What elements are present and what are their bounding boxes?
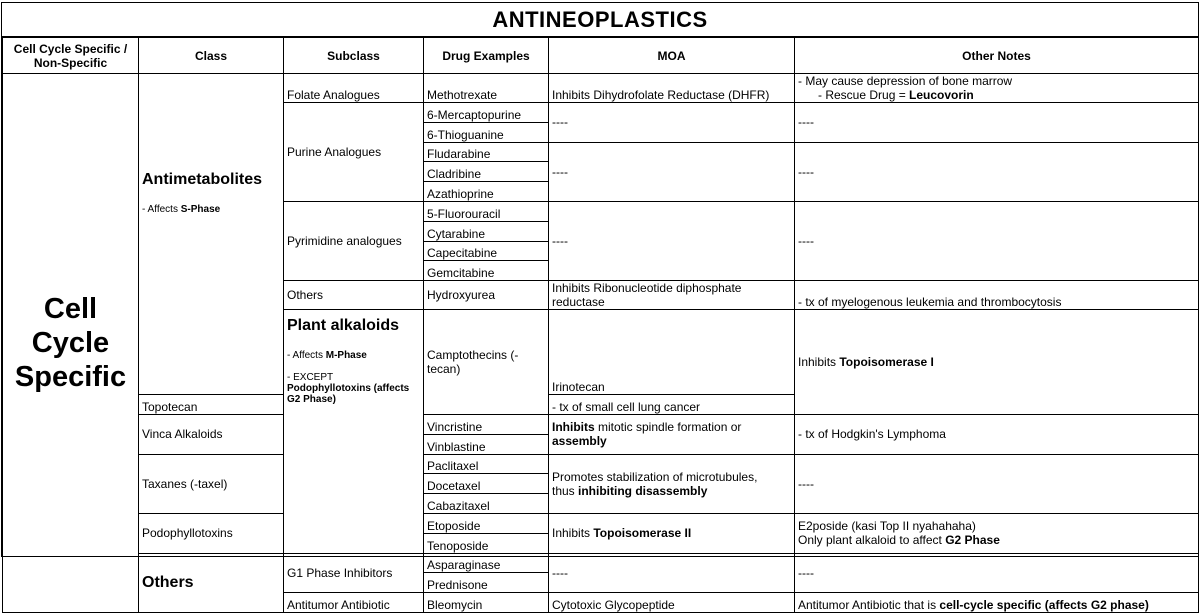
drug-cell: Cladribine xyxy=(424,162,549,182)
class-antimetabolites xyxy=(139,74,284,395)
class-others xyxy=(139,553,284,612)
subclass-g1: G1 Phase Inhibitors xyxy=(284,553,424,593)
subclass-others: Others xyxy=(284,281,424,310)
subclass-antitumor: Antitumor Antibiotic xyxy=(284,593,424,613)
moa-cell: Cytotoxic Glycopeptide xyxy=(549,593,795,613)
drug-cell: Topotecan xyxy=(139,395,284,415)
drug-cell: Bleomycin xyxy=(424,593,549,613)
header-moa: MOA xyxy=(549,38,795,74)
drug-cell: Capecitabine xyxy=(424,241,549,261)
header-row xyxy=(3,38,1199,74)
notes-cell: E2poside (kasi Top II nyahahaha) Only plant alkaloid to affect G2 Phase xyxy=(795,513,1199,553)
class-name: Plant alkaloids xyxy=(287,317,400,335)
drug-cell: Vincristine xyxy=(424,414,549,434)
subclass-taxanes: Taxanes (-taxel) xyxy=(139,454,284,513)
moa-cell: Promotes stabilization of microtubules, thus inhibiting disassembly xyxy=(549,454,795,513)
class-plant-alkaloids xyxy=(284,310,424,553)
subclass-podophyllotoxins: Podophyllotoxins xyxy=(139,513,284,553)
notes-cell: ---- xyxy=(795,553,1199,593)
subclass-camptothecins: Camptothecins (-tecan) xyxy=(424,310,549,415)
drug-cell: 6-Mercaptopurine xyxy=(424,103,549,123)
drug-cell: Tenoposide xyxy=(424,533,549,553)
table-row xyxy=(3,74,1199,103)
class-name: Antimetabolites xyxy=(142,171,263,188)
notes-cell: - tx of myelogenous leukemia and thrombocytosis xyxy=(795,281,1199,310)
drug-cell: 6-Thioguanine xyxy=(424,122,549,142)
moa-cell: Inhibits mitotic spindle formation or assembly xyxy=(549,414,795,454)
class-note: - Affects M-Phase xyxy=(287,350,367,362)
drug-cell: Cytarabine xyxy=(424,221,549,241)
class-note: - Affects S-Phase xyxy=(142,204,221,215)
notes-cell: ---- xyxy=(795,103,1199,143)
notes-cell: - tx of small cell lung cancer xyxy=(549,395,795,415)
moa-cell: Inhibits Ribonucleotide diphosphate reductase xyxy=(549,281,795,310)
subclass-folate: Folate Analogues xyxy=(284,74,424,103)
drug-cell: Irinotecan xyxy=(549,310,795,395)
subclass-pyrimidine: Pyrimidine analogues xyxy=(284,201,424,280)
header-subclass: Subclass xyxy=(284,38,424,74)
header-cycle: Cell Cycle Specific / Non-Specific xyxy=(3,38,139,74)
notes-cell: Antitumor Antibiotic that is cell-cycle specific (affects G2 phase) xyxy=(795,593,1199,613)
drug-table xyxy=(2,37,1199,613)
subclass-purine: Purine Analogues xyxy=(284,103,424,202)
class-note: - EXCEPT Podophyllotoxins (affects G2 Phase) xyxy=(287,372,410,406)
cycle-group-cell: Cell Cycle Specific xyxy=(3,74,139,613)
drug-cell: Etoposide xyxy=(424,513,549,533)
notes-cell: ---- xyxy=(795,142,1199,201)
header-drugs: Drug Examples xyxy=(424,38,549,74)
notes-cell: ---- xyxy=(795,201,1199,280)
drug-cell: Methotrexate xyxy=(424,74,549,103)
moa-cell: ---- xyxy=(549,103,795,143)
drug-cell: Docetaxel xyxy=(424,474,549,494)
notes-cell: - tx of Hodgkin's Lymphoma xyxy=(795,414,1199,454)
drug-cell: Vinblastine xyxy=(424,434,549,454)
notes-cell: ---- xyxy=(795,454,1199,513)
drug-cell: Azathioprine xyxy=(424,182,549,202)
class-name: Others xyxy=(142,573,194,591)
moa-cell: Inhibits Topoisomerase II xyxy=(549,513,795,553)
drug-cell: Prednisone xyxy=(424,573,549,593)
table-row xyxy=(3,553,1199,573)
header-class: Class xyxy=(139,38,284,74)
antineoplastics-sheet xyxy=(1,2,1199,612)
drug-cell: Hydroxyurea xyxy=(424,281,549,310)
moa-cell: ---- xyxy=(549,553,795,593)
drug-cell: Fludarabine xyxy=(424,142,549,162)
drug-cell: 5-Fluorouracil xyxy=(424,201,549,221)
drug-cell: Gemcitabine xyxy=(424,261,549,281)
table-row xyxy=(3,513,1199,533)
table-row xyxy=(3,454,1199,474)
drug-cell: Paclitaxel xyxy=(424,454,549,474)
drug-cell: Asparaginase xyxy=(424,553,549,573)
drug-cell: Cabazitaxel xyxy=(424,494,549,514)
moa-cell: ---- xyxy=(549,142,795,201)
notes-cell: - May cause depression of bone marrow - Rescue Drug = Leucovorin xyxy=(795,74,1199,103)
table-row xyxy=(3,414,1199,434)
sheet-title: ANTINEOPLASTICS xyxy=(2,3,1198,37)
moa-cell: Inhibits Topoisomerase I xyxy=(795,310,1199,415)
subclass-vinca: Vinca Alkaloids xyxy=(139,414,284,454)
header-notes: Other Notes xyxy=(795,38,1199,74)
moa-cell: Inhibits Dihydrofolate Reductase (DHFR) xyxy=(549,74,795,103)
moa-cell: ---- xyxy=(549,201,795,280)
